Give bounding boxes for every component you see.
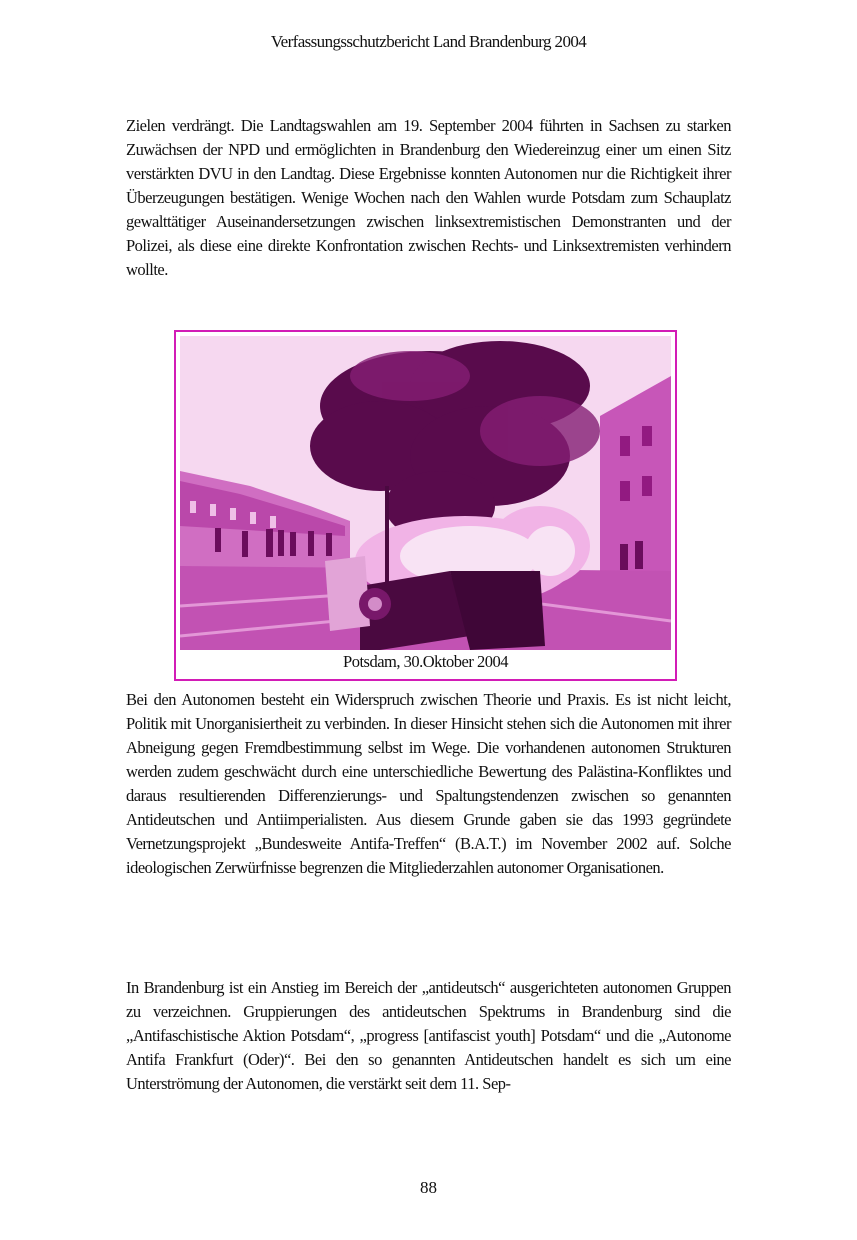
- paragraph-3: In Brandenburg ist ein Anstieg im Bereich der „antideutsch“ ausgerichteten autonomen Gruppen zu verzeichnen. Gruppierungen des antideutschen Spektrums in Brandenburg sind die „Antifaschistische Aktion Potsdam“, „progress [antifascist youth] Potsdam“ und die „Autonome Antifa Frankfurt (Oder)“. Bei den so genannten Antideutschen handelt es sich um eine Unterströmung der Autonomen, die verstärkt seit dem 11. Sep-: [126, 978, 731, 1093]
- paragraph-2: Bei den Autonomen besteht ein Widerspruch zwischen Theorie und Praxis. Es ist nicht leicht, Politik mit Unorganisiertheit zu verbinden. In dieser Hinsicht stehen sich die Autonomen mit ihrer Abneigung gegen Fremdbestimmung selbst im Wege. Die vorhandenen autonomen Strukturen werden zudem geschwächt durch eine unterschiedliche Bewertung des Palästina-Konfliktes und daraus resultierenden Differenzierungs- und Spaltungstendenzen zwischen so genannten Antideutschen und Antiimperialisten. Aus diesem Grunde gaben sie das 1993 gegründete Vernetzungsprojekt „Bundesweite Antifa-Treffen“ (B.A.T.) im November 2002 auf. Solche ideologischen Zerwürfnisse begrenzen die Mitgliederzahlen autonomer Organisationen.: [126, 690, 731, 877]
- page-number: 88: [420, 1178, 437, 1197]
- figure-caption: Potsdam, 30.Oktober 2004: [343, 652, 508, 671]
- riot-photo: [180, 336, 671, 650]
- burning-barricade-image: [180, 336, 671, 650]
- running-header: Verfassungsschutzbericht Land Brandenburg 2004: [270, 32, 587, 51]
- paragraph-1: Zielen verdrängt. Die Landtagswahlen am 19. September 2004 führten in Sachsen zu starken Zuwächsen der NPD und ermöglichten in Brandenburg den Wiedereinzug einer um einen Sitz verstärkten DVU in den Landtag. Diese Ergebnisse konnten Autonomen nur die Richtigkeit ihrer Überzeugungen bestätigen. Wenige Wochen nach den Wahlen wurde Potsdam zum Schauplatz gewalttätiger Auseinandersetzungen zwischen linksextremistischen Demonstranten und der Polizei, als diese eine direkte Konfrontation zwischen Rechts- und Linksextremisten verhindern wollte.: [126, 116, 731, 279]
- photo-figure: [174, 330, 677, 681]
